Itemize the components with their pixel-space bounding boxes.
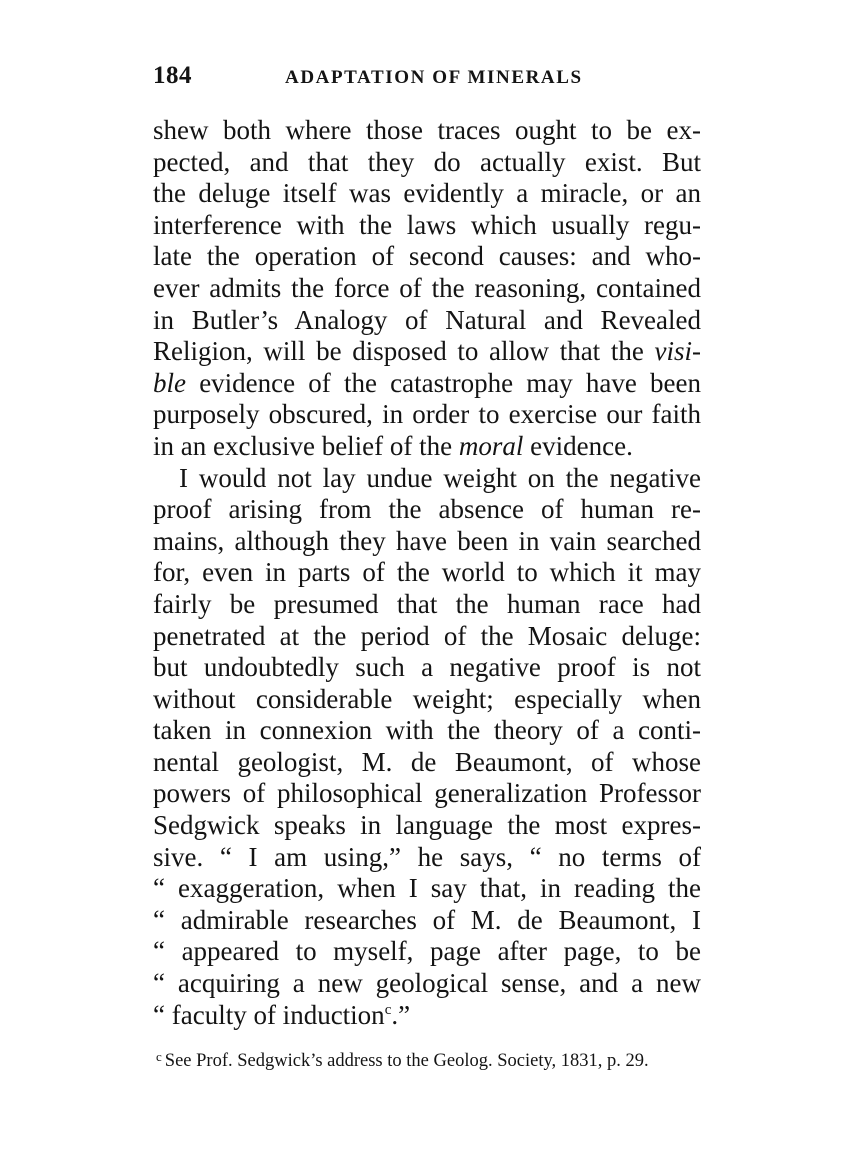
page-number: 184 <box>153 62 192 89</box>
text-line: late the operation of second causes: and who- <box>153 241 701 272</box>
text-line: shew both where those traces ought to be ex- <box>153 115 701 145</box>
text-line: “ appeared to myself, page after page, to be <box>153 936 701 967</box>
text-line: mains, although they have been in vain searched <box>153 525 701 556</box>
text-segment: .” <box>391 999 411 1030</box>
text-segment: in an exclusive belief of the <box>153 430 453 461</box>
italic-word: moral <box>458 430 524 461</box>
text-segment: Religion, will be disposed to allow that the <box>153 336 644 367</box>
text-segment: “ faculty of induction <box>153 999 385 1030</box>
running-title: ADAPTATION OF MINERALS <box>285 67 583 88</box>
text-line: for, even in parts of the world to which it may <box>153 557 701 588</box>
text-segment: evidence of the catastrophe may have been <box>199 367 702 398</box>
text-line: “ admirable researches of M. de Beaumont, I <box>153 904 701 935</box>
text-line: the deluge itself was evidently a miracle, or an <box>153 178 701 209</box>
text-line: in Butler’s Analogy of Natural and Revealed <box>153 304 701 335</box>
footnote-marker: c <box>156 1049 162 1064</box>
text-line: fairly be presumed that the human race had <box>153 588 701 619</box>
footnote-text: See Prof. Sedgwick’s address to the Geolog. Society, 1831, p. 29. <box>164 1051 649 1071</box>
text-segment: evidence. <box>530 430 633 461</box>
italic-word: visi- <box>654 336 701 367</box>
text-line: “ acquiring a new geological sense, and a new <box>153 968 701 999</box>
text-line: interference with the laws which usually regu- <box>153 209 701 240</box>
footnote <box>156 1044 716 1074</box>
text-line: but undoubtedly such a negative proof is not <box>153 652 701 683</box>
text-line: nental geologist, M. de Beaumont, of whose <box>153 746 701 777</box>
text-line: taken in connexion with the theory of a conti- <box>153 715 701 746</box>
text-line: purposely obscured, in order to exercise our faith <box>153 399 701 430</box>
text-line: penetrated at the period of the Mosaic deluge: <box>153 620 701 651</box>
text-line: ever admits the force of the reasoning, contained <box>153 272 701 303</box>
text-line: I would not lay undue weight on the negative <box>179 462 701 493</box>
text-line: “ exaggeration, when I say that, in reading the <box>153 873 701 904</box>
italic-word: ble <box>153 367 186 398</box>
text-line: without considerable weight; especially when <box>153 683 701 714</box>
text-line: powers of philosophical generalization Professor <box>153 778 701 809</box>
text-line: pected, and that they do actually exist. But <box>153 146 701 177</box>
text-line: sive. “ I am using,” he says, “ no terms of <box>153 841 701 872</box>
body-text <box>153 115 701 1031</box>
text-line: Sedgwick speaks in language the most expres- <box>153 810 701 841</box>
text-line <box>153 1000 701 1032</box>
text-line <box>153 336 701 368</box>
footnote-reference: c <box>384 1001 392 1018</box>
running-head <box>153 62 713 102</box>
text-line <box>153 431 701 463</box>
text-line: proof arising from the absence of human re- <box>153 494 701 525</box>
text-line <box>153 368 701 400</box>
